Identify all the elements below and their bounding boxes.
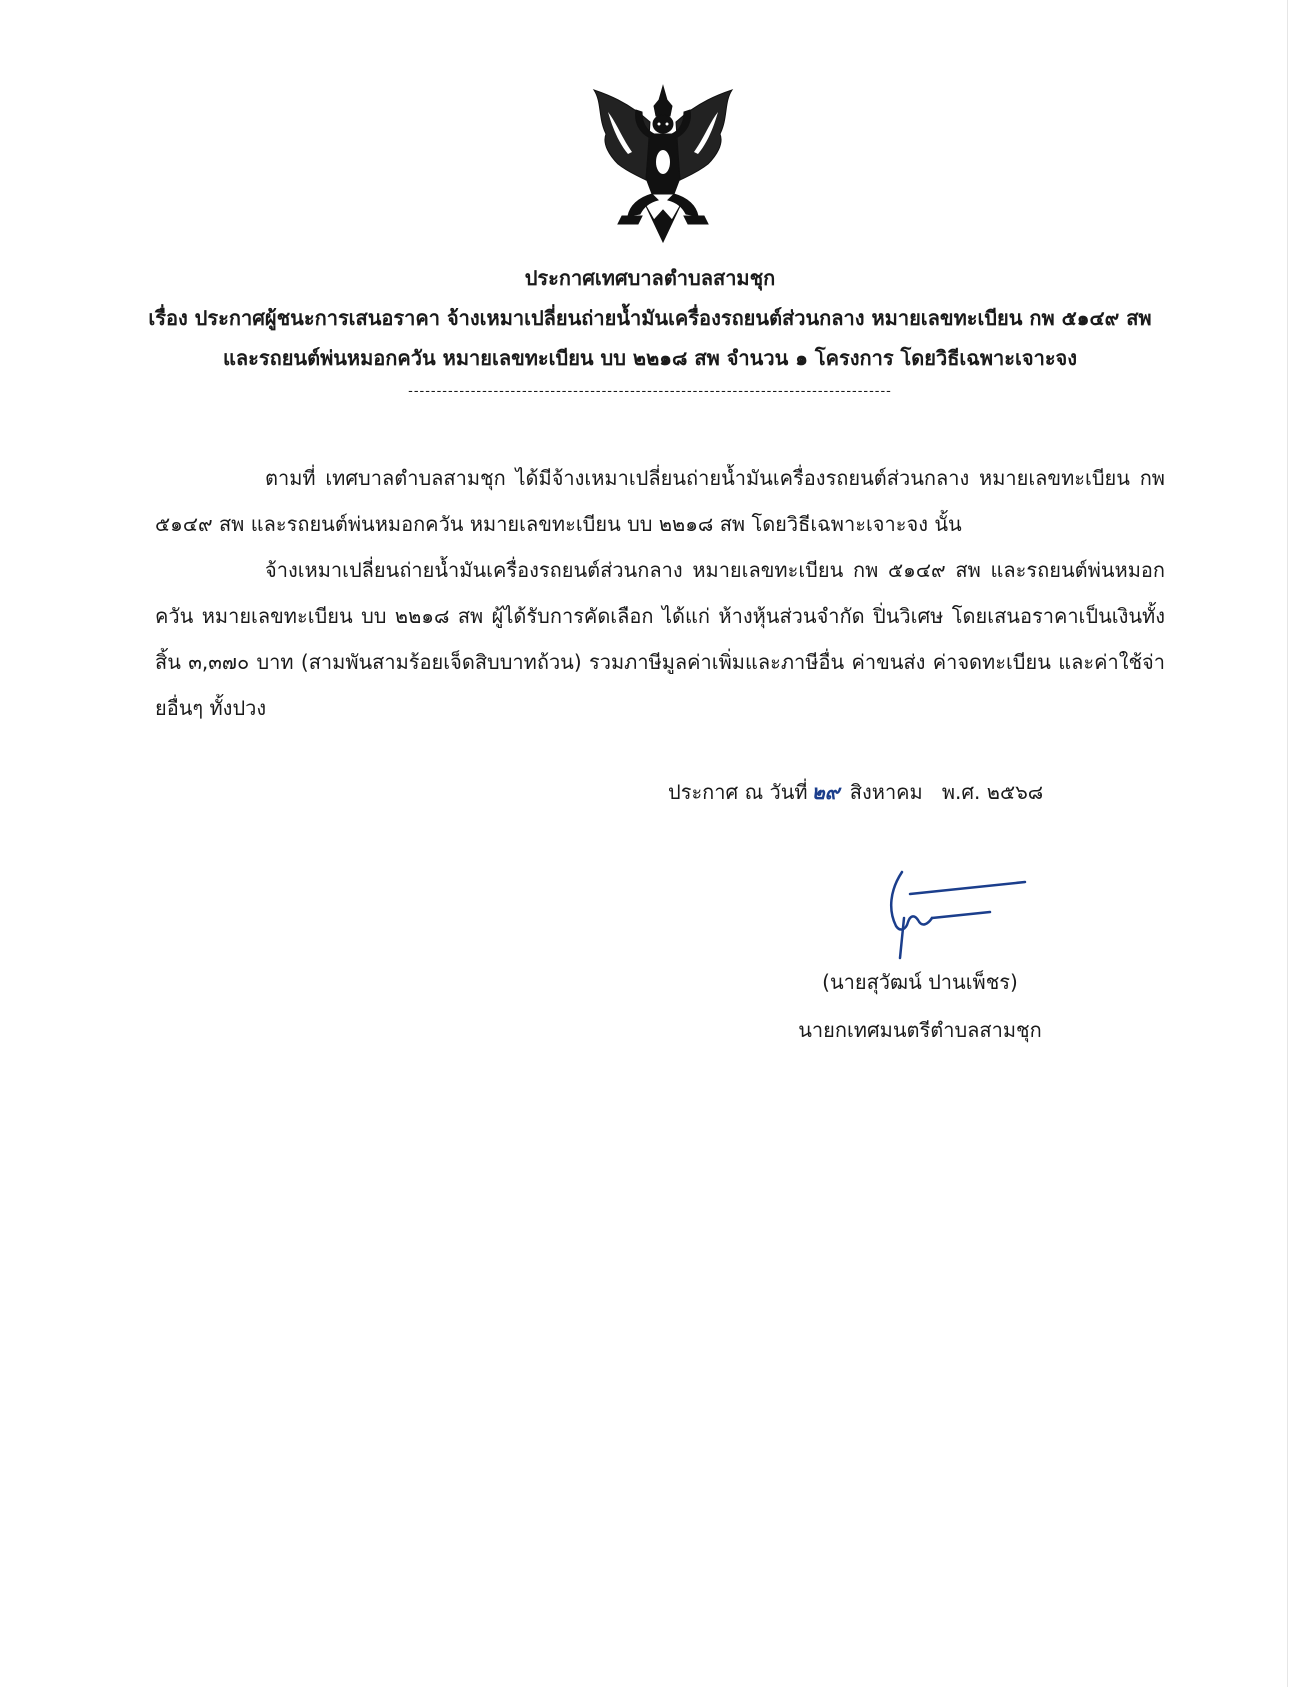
date-year: พ.ศ. ๒๕๖๘: [941, 780, 1044, 804]
document-subject: เรื่อง ประกาศผู้ชนะการเสนอราคา จ้างเหมาเปลี่ยนถ่ายน้ำมันเครื่องรถยนต์ส่วนกลาง หมายเลขทะเบียน กพ ๕๑๔๙ สพ และรถยนต์พ่นหมอกควัน หมายเลขทะเบียน บบ ๒๒๑๘ สพ จำนวน ๑ โครงการ โดยวิธีเฉพาะเจาะจง: [148, 306, 1152, 370]
date-prefix: ประกาศ ณ วันที่: [668, 780, 808, 804]
document-body: [155, 455, 1165, 731]
signer-position: นายกเทศมนตรีตำบลสามชุก: [798, 1018, 1042, 1042]
handwritten-signature-icon: [880, 870, 1030, 960]
announcement-date: [668, 772, 1043, 812]
body-paragraph-2: จ้างเหมาเปลี่ยนถ่ายน้ำมันเครื่องรถยนต์ส่วนกลาง หมายเลขทะเบียน กพ ๕๑๔๙ สพ และรถยนต์พ่นหมอกควัน หมายเลขทะเบียน บบ ๒๒๑๘ สพ ผู้ได้รับการคัดเลือก ได้แก่ ห้างหุ้นส่วนจำกัด ปิ่นวิเศษ โดยเสนอราคาเป็นเงินทั้งสิ้น ๓,๓๗๐ บาท (สามพันสามร้อยเจ็ดสิบบาทถ้วน) รวมภาษีมูลค่าเพิ่มและภาษีอื่น ค่าขนส่ง ค่าจดทะเบียน และค่าใช้จ่ายอื่นๆ ทั้งปวง: [155, 558, 1165, 720]
garuda-emblem-icon: [588, 82, 738, 247]
date-month: สิงหาคม: [849, 780, 923, 804]
announcement-header: [130, 258, 1170, 406]
handwritten-day: ๒๙: [811, 780, 840, 804]
page-edge-line: [1287, 0, 1288, 1687]
dashed-divider: -------------------------------------------------------------------------------------: [408, 384, 892, 399]
signer-name: (นายสุวัฒน์ ปานเพ็ชร): [822, 970, 1018, 994]
body-paragraph-1: ตามที่ เทศบาลตำบลสามชุก ได้มีจ้างเหมาเปลี่ยนถ่ายน้ำมันเครื่องรถยนต์ส่วนกลาง หมายเลขทะเบียน กพ ๕๑๔๙ สพ และรถยนต์พ่นหมอกควัน หมายเลขทะเบียน บบ ๒๒๑๘ สพ โดยวิธีเฉพาะเจาะจง นั้น: [155, 466, 1165, 536]
document-title: ประกาศเทศบาลตำบลสามชุก: [524, 266, 776, 290]
